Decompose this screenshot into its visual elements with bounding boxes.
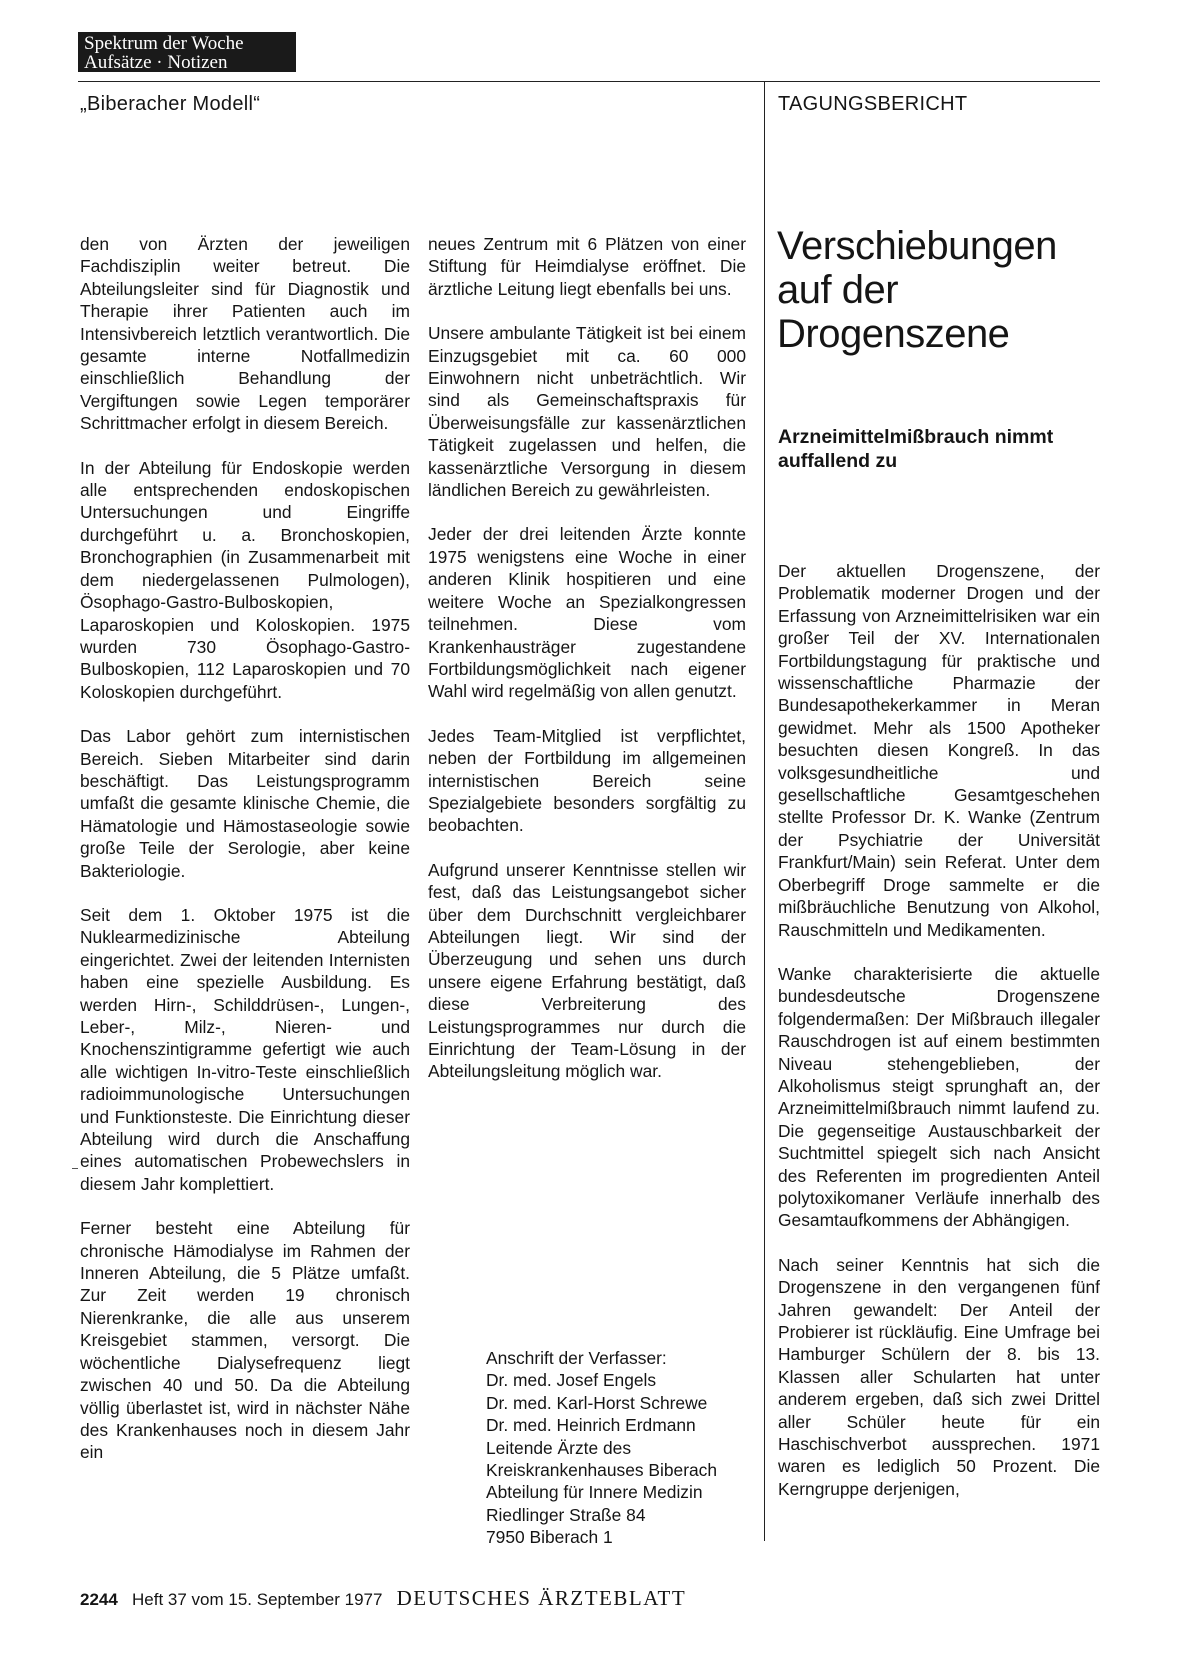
address-heading: Anschrift der Verfasser: [486, 1348, 667, 1368]
paragraph: Wanke charakterisierte die aktuelle bundesdeutsche Drogenszene folgendermaßen: Der Mißbrauch illegaler Rauschdrogen ist auf einem bestimmten Niveau stehengeblieben, der Alkoholismus steigt sprunghaft an, der Arzneimittelmißbrauch nimmt laufend zu. Die gegenseitige Austauschbarkeit der Suchtmittel spiegelt sich nach Ansicht des Referenten im progredienten Anteil polytoxikomaner Verläufe innerhalb des Gesamtaufkommens der Abhängigen. [778, 963, 1100, 1231]
section-badge-line2: Aufsätze · Notizen [84, 52, 228, 73]
paragraph: Jeder der drei leitenden Ärzte konnte 1975 wenigstens eine Woche in einer anderen Klinik hospitieren und eine weitere Woche an Spezialkongressen teilnehmen. Diese vom Krankenhausträger zugestandene Fortbildungsmöglichkeit nach eigener Wahl wird regelmäßig von allen genutzt. [428, 524, 746, 702]
column-3 [778, 560, 1100, 1522]
address-author: Dr. med. Heinrich Erdmann [486, 1415, 696, 1436]
paragraph: den von Ärzten der jeweiligen Fachdisziplin weiter betreut. Die Abteilungsleiter sind für Diagnostik und Therapie ihrer Patienten auch im Intensivbereich letztlich verantwortlich. Die gesamte interne Notfallmedizin einschließlich Behandlung der Vergiftungen sowie Legen temporärer Schrittmacher erfolgt in diesem Bereich. [80, 234, 410, 434]
address-author: Dr. med. Josef Engels [486, 1370, 657, 1391]
section-badge-line1: Spektrum der Woche [84, 33, 244, 54]
address-line: Leitende Ärzte des [486, 1437, 632, 1458]
page-footer [80, 1586, 686, 1611]
column-divider [764, 81, 765, 1541]
column-2 [428, 233, 746, 1105]
page-number: 2244 [80, 1590, 118, 1609]
header-rule [78, 81, 1100, 82]
address-line: Kreiskrankenhauses Biberach [486, 1460, 718, 1481]
paragraph: Nach seiner Kenntnis hat sich die Drogenszene in den vergangenen fünf Jahren gewandelt: Der Anteil der Probierer ist rückläufig. Eine Umfrage bei Hamburger Schülern der 8. bis 13. Klassen aller Schularten hat unter anderem ergeben, daß sich zwei Drittel aller Schüler heute für ein Haschischverbot aussprechen. 1971 waren es lediglich 50 Prozent. Die Kerngruppe derjenigen, [778, 1254, 1100, 1499]
paragraph: neues Zentrum mit 6 Plätzen von einer Stiftung für Heimdialyse eröffnet. Die ärztliche Leitung liegt ebenfalls bei uns. [428, 234, 746, 299]
paragraph: Das Labor gehört zum internistischen Bereich. Sieben Mitarbeiter sind darin beschäftigt. Das Leistungsprogramm umfaßt die gesamte klinische Chemie, die Hämatologie und Hämostaseologie sowie große Teile der Serologie, aber keine Bakteriologie. [80, 726, 410, 881]
paragraph: Aufgrund unserer Kenntnisse stellen wir fest, daß das Leistungsangebot sicher über dem Durchschnitt vergleichbarer Abteilungen liegt. Wir sind der Überzeugung und sehen uns durch unsere eigene Erfahrung bestätigt, daß diese Verbreiterung des Leistungsprogrammes nur durch die Einrichtung der Team-Lösung in der Abteilungsleitung möglich war. [428, 859, 746, 1082]
paragraph: Ferner besteht eine Abteilung für chronische Hämodialyse im Rahmen der Inneren Abteilung, die 5 Plätze umfaßt. Zur Zeit werden 19 chronisch Nierenkranke, die alle aus unserem Kreisgebiet stammen, versorgt. Die wöchentliche Dialysefrequenz liegt zwischen 40 und 50. Da die Abteilung völlig überlastet ist, wird in nächster Nähe des Krankenhauses noch in diesem Jahr ein [80, 1218, 410, 1463]
address-line: Riedlinger Straße 84 [486, 1504, 646, 1525]
paragraph: In der Abteilung für Endoskopie werden alle entsprechenden endoskopischen Untersuchungen und Eingriffe durchgeführt u. a. Bronchoskopien, Bronchographien (in Zusammenarbeit mit dem niedergelassenen Pulmologen), Ösophago-Gastro-Bulboskopien, Laparoskopien und Koloskopien. 1975 wurden 730 Ösophago-Gastro-Bulboskopien, 112 Laparoskopien und 70 Koloskopien durchgeführt. [80, 457, 410, 702]
left-section-label: „Biberacher Modell“ [80, 93, 261, 115]
column-1 [80, 233, 410, 1486]
paragraph: Seit dem 1. Oktober 1975 ist die Nuklearmedizinische Abteilung eingerichtet. Zwei der leitenden Internisten haben eine spezielle Ausbildung. Es werden Hirn-, Schilddrüsen-, Lungen-, Leber-, Milz-, Nieren- und Knochenszintigramme gefertigt wie auch alle wichtigen In-vitro-Teste einschließlich radioimmunologische Untersuchungen und Funktionsteste. Die Einrichtung dieser Abteilung wird durch die Anschaffung eines automatischen Probewechslers in diesem Jahr komplettiert. [80, 904, 410, 1194]
paragraph: Unsere ambulante Tätigkeit ist bei einem Einzugsgebiet mit ca. 60 000 Einwohnern nicht unbeträchtlich. Wir sind als Gemeinschaftspraxis für Überweisungsfälle zur kassenärztlichen Tätigkeit zugelassen und helfen, die kassenärztliche Versorgung in diesem ländlichen Bereich zu gewährleisten. [428, 323, 746, 501]
paragraph: Der aktuellen Drogenszene, der Problematik moderner Drogen und der Erfassung von Arzneimittelrisiken war ein großer Teil der XV. Internationalen Fortbildungstagung für praktische und wissenschaftliche Pharmazie der Bundesapothekerkammer in Meran gewidmet. Mehr als 1500 Apotheker besuchten diesen Kongreß. In das volksgesundheitliche und gesellschaftliche Gesamtgeschehen stellte Professor Dr. K. Wanke (Zentrum der Psychiatrie der Universität Frankfurt/Main) sein Referat. Unter dem Oberbegriff Droge sammelte er die mißbräuchliche Benutzung von Alkohol, Rauschmitteln und Medikamenten. [778, 561, 1100, 940]
address-line: Abteilung für Innere Medizin [486, 1482, 703, 1503]
article-title: Verschiebungen auf der Drogenszene [777, 224, 1057, 356]
address-author: Dr. med. Karl-Horst Schrewe [486, 1392, 708, 1413]
address-line: 7950 Biberach 1 [486, 1527, 613, 1548]
section-badge [78, 32, 296, 72]
journal-name: DEUTSCHES ÄRZTEBLATT [396, 1586, 687, 1610]
author-address [486, 1347, 756, 1549]
article-subtitle: Arzneimittelmißbrauch nimmt auffallend zu [778, 426, 1054, 472]
right-section-label: TAGUNGSBERICHT [778, 93, 968, 115]
issue-info: Heft 37 vom 15. September 1977 [132, 1590, 383, 1609]
paragraph: Jedes Team-Mitglied ist verpflichtet, neben der Fortbildung im allgemeinen internistischen Bereich seine Spezialgebiete besonders sorgfältig zu beobachten. [428, 725, 746, 836]
margin-mark [72, 1168, 78, 1169]
